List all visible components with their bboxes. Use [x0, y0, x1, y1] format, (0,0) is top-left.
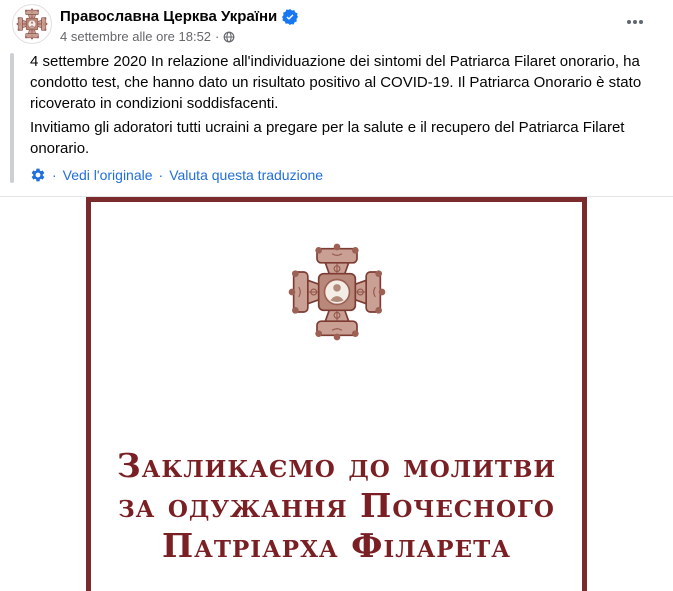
post-paragraph: Invitiamo gli adoratori tutti ucraini a pregare per la salute e il recupero del Patriarca Filaret onorario.	[30, 119, 625, 157]
ornate-cross-icon	[287, 242, 387, 342]
translation-quote-bar	[10, 53, 14, 183]
church-cross-logo-icon	[16, 8, 48, 40]
rate-translation-link[interactable]: Valuta questa traduzione	[169, 167, 324, 183]
translation-settings-button[interactable]	[30, 167, 46, 183]
post-body	[0, 51, 673, 183]
image-caption	[91, 446, 582, 566]
caption-line: Патріарха Філарета	[162, 526, 511, 565]
caption-line: Закликаємо до молитви	[116, 446, 557, 485]
page-name[interactable]: Православна Церква України	[60, 8, 278, 25]
post-timestamp[interactable]: 4 settembre alle ore 18:52	[60, 29, 212, 44]
page-avatar[interactable]	[12, 4, 52, 44]
translation-controls	[30, 167, 647, 183]
translation-separator: ·	[52, 167, 57, 183]
post-header	[0, 0, 673, 44]
globe-icon	[223, 31, 235, 43]
see-original-link[interactable]: Vedi l'originale	[62, 167, 153, 183]
gear-icon	[30, 167, 46, 183]
post-image[interactable]	[86, 197, 587, 591]
post-paragraph: 4 settembre 2020 In relazione all'individuazione dei sintomi del Patriarca Filaret onorario, ha condotto test, che hanno dato un risultato positivo al COVID-19. Il Patriarca Onorario è stato ricoverato in condizioni soddisfacenti.	[30, 53, 642, 112]
more-options-button[interactable]	[619, 10, 651, 34]
verified-badge-icon	[282, 9, 298, 25]
meta-separator: ·	[215, 29, 220, 44]
caption-line: за одужання Почесного	[118, 486, 555, 525]
ellipsis-icon	[625, 12, 645, 32]
translation-separator: ·	[158, 167, 164, 183]
